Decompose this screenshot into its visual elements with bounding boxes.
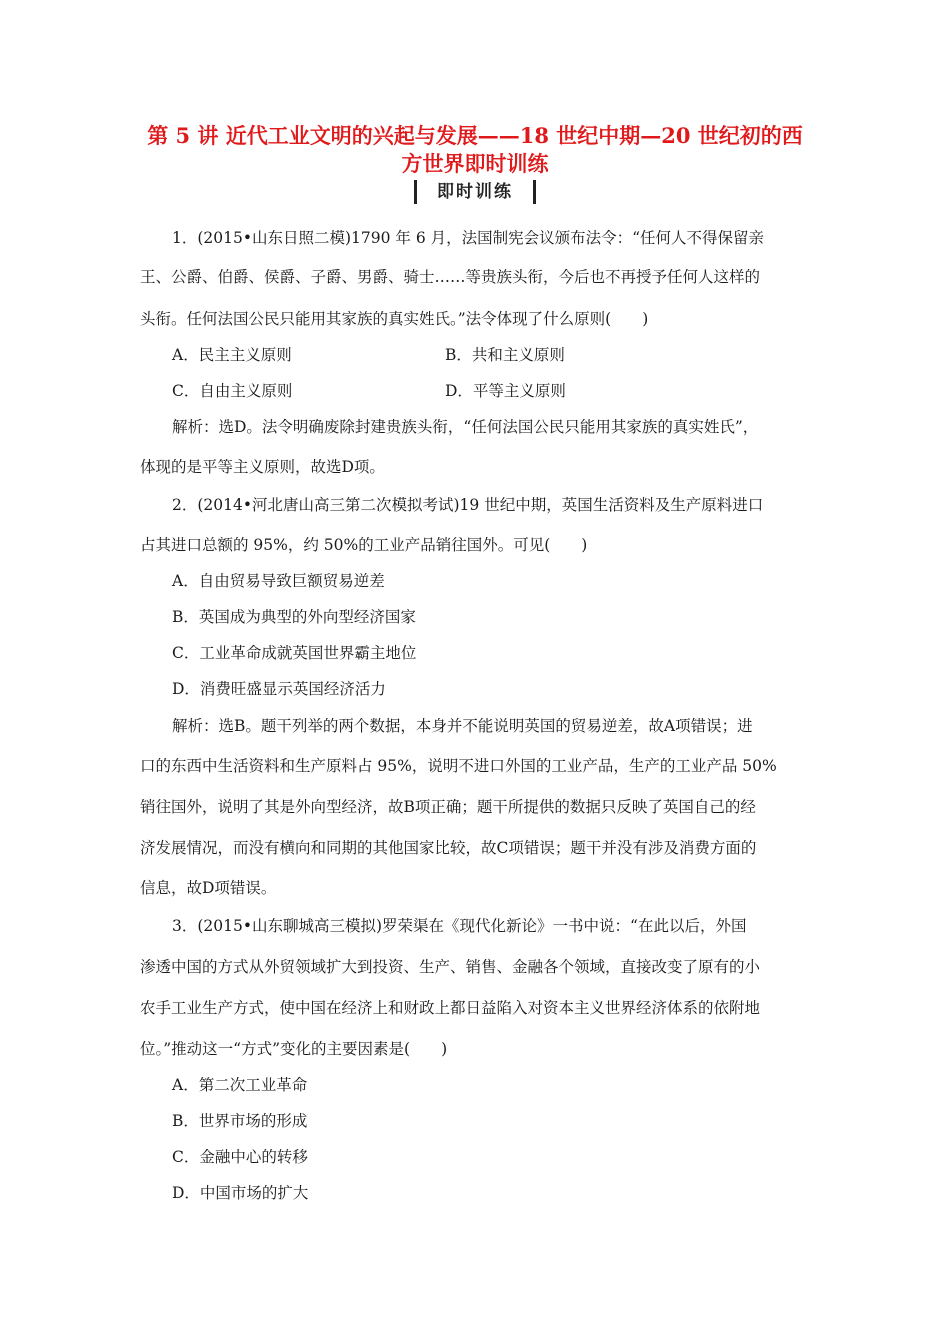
q3-option-b: B．世界市场的形成 (172, 1112, 308, 1130)
q3-option-d: D．中国市场的扩大 (172, 1184, 309, 1202)
q1-stem-line-2: 王、公爵、伯爵、侯爵、子爵、男爵、骑士……等贵族头衔，今后也不再授予任何人这样的 (140, 268, 761, 286)
q2-analysis-line-4: 济发展情况，而没有横向和同期的其他国家比较，故C项错误；题干并没有涉及消费方面的 (140, 839, 757, 857)
q1-option-a: A．民主主义原则 (172, 346, 292, 364)
q2-analysis-line-2: 口的东西中生活资料和生产原料占 95%，说明不进口外国的工业产品，生产的工业产品 50% (140, 757, 777, 775)
q2-analysis-line-3: 销往国外，说明了其是外向型经济，故B项正确；题干所提供的数据只反映了英国自己的经 (140, 798, 756, 816)
q1-option-b: B．共和主义原则 (445, 346, 565, 364)
q1-stem-line-1: 1．(2015•山东日照二模)1790 年 6 月，法国制宪会议颁布法令：“任何人不得保留亲 (172, 229, 765, 247)
q3-stem-line-4: 位。”推动这一“方式”变化的主要因素是( ) (140, 1040, 448, 1058)
q2-option-a: A．自由贸易导致巨额贸易逆差 (172, 572, 385, 590)
q1-analysis-line-2: 体现的是平等主义原则，故选D项。 (140, 458, 385, 476)
q2-analysis-line-5: 信息，故D项错误。 (140, 879, 277, 897)
q2-option-c: C．工业革命成就英国世界霸主地位 (172, 644, 417, 662)
q3-stem-line-3: 农手工业生产方式，使中国在经济上和财政上都日益陷入对资本主义世界经济体系的依附地 (140, 999, 761, 1017)
q1-analysis-line-1: 解析：选D。法令明确废除封建贵族头衔，“任何法国公民只能用其家族的真实姓氏”， (172, 418, 759, 436)
q2-option-b: B．英国成为典型的外向型经济国家 (172, 608, 416, 626)
q2-analysis-line-1: 解析：选B。题干列举的两个数据，本身并不能说明英国的贸易逆差，故A项错误；进 (172, 717, 753, 735)
q3-stem-line-2: 渗透中国的方式从外贸领域扩大到投资、生产、销售、金融各个领域，直接改变了原有的小 (140, 958, 761, 976)
q1-option-c: C．自由主义原则 (172, 382, 293, 400)
q1-option-d: D．平等主义原则 (445, 382, 566, 400)
q2-option-d: D．消费旺盛显示英国经济活力 (172, 680, 386, 698)
q2-stem-line-2: 占其进口总额的 95%，约 50%的工业产品销往国外。可见( ) (140, 536, 588, 554)
title-line-2: 方世界即时训练 (401, 151, 549, 176)
q3-option-c: C．金融中心的转移 (172, 1148, 308, 1166)
section-tag: 即时训练 (414, 180, 536, 204)
page-title (120, 122, 830, 178)
q2-stem-line-1: 2．(2014•河北唐山高三第二次模拟考试)19 世纪中期，英国生活资料及生产原料进口 (172, 496, 764, 514)
q3-stem-line-1: 3．(2015•山东聊城高三模拟)罗荣渠在《现代化新论》一书中说：“在此以后，外国 (172, 917, 747, 935)
title-line-1: 第 5 讲 近代工业文明的兴起与发展——18 世纪中期—20 世纪初的西 (147, 123, 803, 148)
q1-stem-line-3: 头衔。任何法国公民只能用其家族的真实姓氏。”法令体现了什么原则( ) (140, 310, 649, 328)
q3-option-a: A．第二次工业革命 (172, 1076, 308, 1094)
